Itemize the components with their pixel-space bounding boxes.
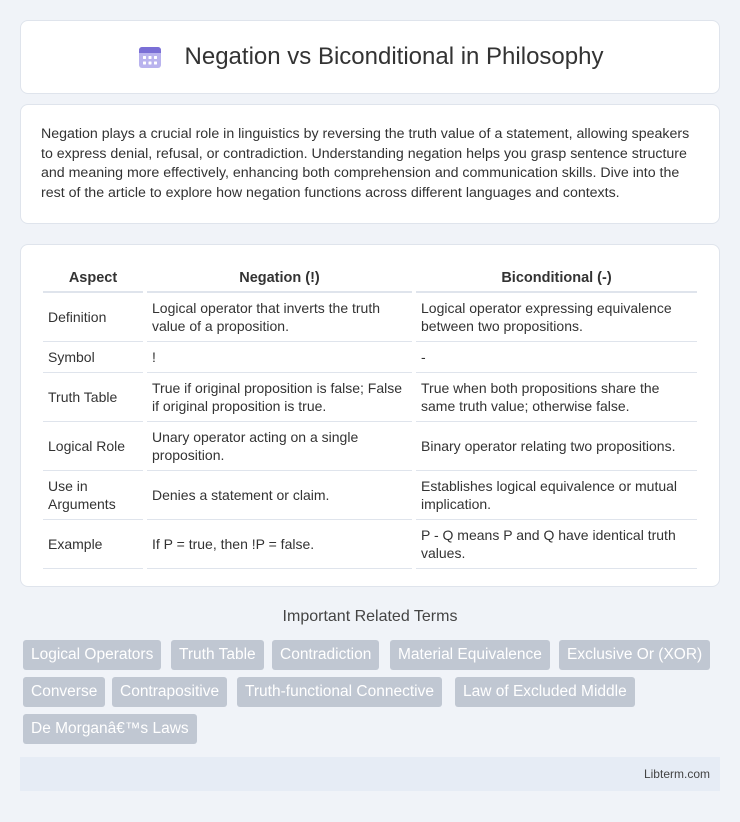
table-cell: True when both propositions share the same truth value; otherwise false.	[416, 373, 697, 422]
table-cell: Logical operator that inverts the truth value of a proposition.	[147, 293, 412, 342]
table-row	[43, 422, 697, 471]
table-cell: Truth Table	[43, 373, 143, 422]
table-cell: Example	[43, 520, 143, 569]
table-cell: Symbol	[43, 342, 143, 373]
tag-contrapositive[interactable]: Contrapositive	[112, 677, 227, 707]
table-cell: P - Q means P and Q have identical truth values.	[416, 520, 697, 569]
table-cell: If P = true, then !P = false.	[147, 520, 412, 569]
header-card	[20, 20, 720, 94]
intro-paragraph: Negation plays a crucial role in linguistics by reversing the truth value of a statement, allowing speakers to express denial, refusal, or contradiction. Understanding negation helps you grasp sentence structure and meaning more effectively, enhancing both comprehension and communication skills. Dive into the rest of the article to explore how negation functions across different languages and contexts.	[41, 126, 690, 201]
table-row	[43, 342, 697, 373]
tag-logical-operators[interactable]: Logical Operators	[23, 640, 161, 670]
table-row	[43, 373, 697, 422]
table-row	[43, 520, 697, 569]
tag-truth-table[interactable]: Truth Table	[171, 640, 264, 670]
header-negation: Negation (!)	[147, 265, 412, 293]
header-aspect: Aspect	[43, 265, 143, 293]
table-cell: True if original proposition is false; False if original proposition is true.	[147, 373, 412, 422]
intro-card	[20, 104, 720, 224]
tag-converse[interactable]: Converse	[23, 677, 105, 707]
table-cell: Definition	[43, 293, 143, 342]
table-cell: Logical operator expressing equivalence between two propositions.	[416, 293, 697, 342]
comparison-card	[20, 244, 720, 587]
calendar-icon	[137, 44, 163, 70]
tag-law-of-excluded-middle[interactable]: Law of Excluded Middle	[455, 677, 635, 707]
tag-contradiction[interactable]: Contradiction	[272, 640, 379, 670]
header-biconditional: Biconditional (-)	[416, 265, 697, 293]
tag-exclusive-or[interactable]: Exclusive Or (XOR)	[559, 640, 710, 670]
table-cell: !	[147, 342, 412, 373]
tag-de-morgans-laws[interactable]: De Morganâ€™s Laws	[23, 714, 197, 744]
table-cell: Use in Arguments	[43, 471, 143, 520]
table-cell: -	[416, 342, 697, 373]
table-cell: Binary operator relating two propositions.	[416, 422, 697, 471]
footer-site-link[interactable]: Libterm.com	[643, 767, 710, 781]
tag-material-equivalence[interactable]: Material Equivalence	[390, 640, 550, 670]
table-row	[43, 293, 697, 342]
tag-truth-functional-connective[interactable]: Truth-functional Connective	[237, 677, 442, 707]
table-cell: Unary operator acting on a single proposition.	[147, 422, 412, 471]
table-cell: Logical Role	[43, 422, 143, 471]
comparison-table	[39, 265, 701, 569]
related-terms-title: Important Related Terms	[282, 608, 458, 625]
table-row	[43, 471, 697, 520]
table-header-row	[43, 265, 697, 293]
footer	[20, 757, 720, 791]
page-title: Negation vs Biconditional in Philosophy	[184, 43, 604, 70]
table-cell: Establishes logical equivalence or mutual implication.	[416, 471, 697, 520]
table-cell: Denies a statement or claim.	[147, 471, 412, 520]
